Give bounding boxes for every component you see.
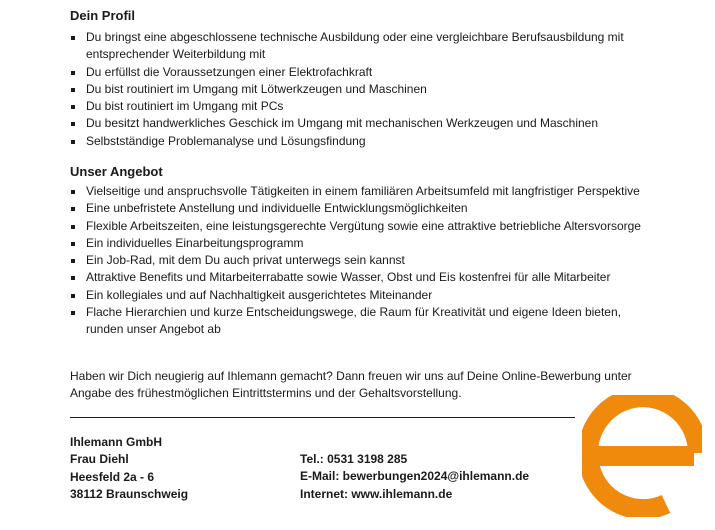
contact-person: Frau Diehl (70, 452, 129, 467)
list-item: Du erfüllst die Voraussetzungen einer Elektrofachkraft (70, 64, 660, 81)
profile-list (70, 29, 660, 150)
list-item: Ein Job-Rad, mit dem Du auch privat unterwegs sein kannst (70, 252, 660, 269)
list-item: Du bringst eine abgeschlossene technische Ausbildung oder eine vergleichbare Berufsausbildung mit entsprechender Weiterbildung mit (70, 29, 660, 64)
list-item: Flache Hierarchien und kurze Entscheidungswege, die Raum für Kreativität und eigene Ideen bieten, runden unser Angebot ab (70, 304, 660, 339)
website-link[interactable]: Internet: www.ihlemann.de (300, 486, 453, 501)
list-item: Du besitzt handwerkliches Geschick im Umgang mit mechanischen Werkzeugen und Maschinen (70, 115, 660, 132)
list-item: Ein kollegiales und auf Nachhaltigkeit ausgerichtetes Miteinander (70, 287, 660, 304)
profile-heading: Dein Profil (70, 8, 136, 23)
city-address: 38112 Braunschweig (70, 486, 189, 501)
list-item: Vielseitige und anspruchsvolle Tätigkeiten in einem familiären Arbeitsumfeld mit langfristiger Perspektive (70, 183, 660, 200)
ihlemann-logo-icon (582, 395, 702, 517)
offer-list (70, 183, 660, 339)
divider (70, 417, 575, 418)
list-item: Flexible Arbeitszeiten, eine leistungsgerechte Vergütung sowie eine attraktive betriebliche Altersvorsorge (70, 218, 660, 235)
closing-paragraph: Haben wir Dich neugierig auf Ihlemann gemacht? Dann freuen wir uns auf Deine Online-Bewerbung unter Angabe des frühestmöglichen Eintrittstermins und der Gehaltsvorstellung. (70, 369, 632, 401)
list-item: Du bist routiniert im Umgang mit Lötwerkzeugen und Maschinen (70, 81, 660, 98)
list-item: Du bist routiniert im Umgang mit PCs (70, 98, 660, 115)
company-name: Ihlemann GmbH (70, 435, 163, 449)
list-item: Eine unbefristete Anstellung und individuelle Entwicklungsmöglichkeiten (70, 200, 660, 217)
list-item: Selbstständige Problemanalyse und Lösungsfindung (70, 133, 660, 150)
contact-details (300, 451, 529, 503)
contact-address (70, 434, 188, 503)
street-address: Heesfeld 2a - 6 (70, 469, 155, 484)
email-link[interactable]: E-Mail: bewerbungen2024@ihlemann.de (300, 469, 530, 484)
offer-heading: Unser Angebot (70, 164, 163, 179)
list-item: Attraktive Benefits und Mitarbeiterrabatte sowie Wasser, Obst und Eis kostenfrei für alle Mitarbeiter (70, 269, 660, 286)
phone-number: Tel.: 0531 3198 285 (300, 452, 408, 466)
list-item: Ein individuelles Einarbeitungsprogramm (70, 235, 660, 252)
